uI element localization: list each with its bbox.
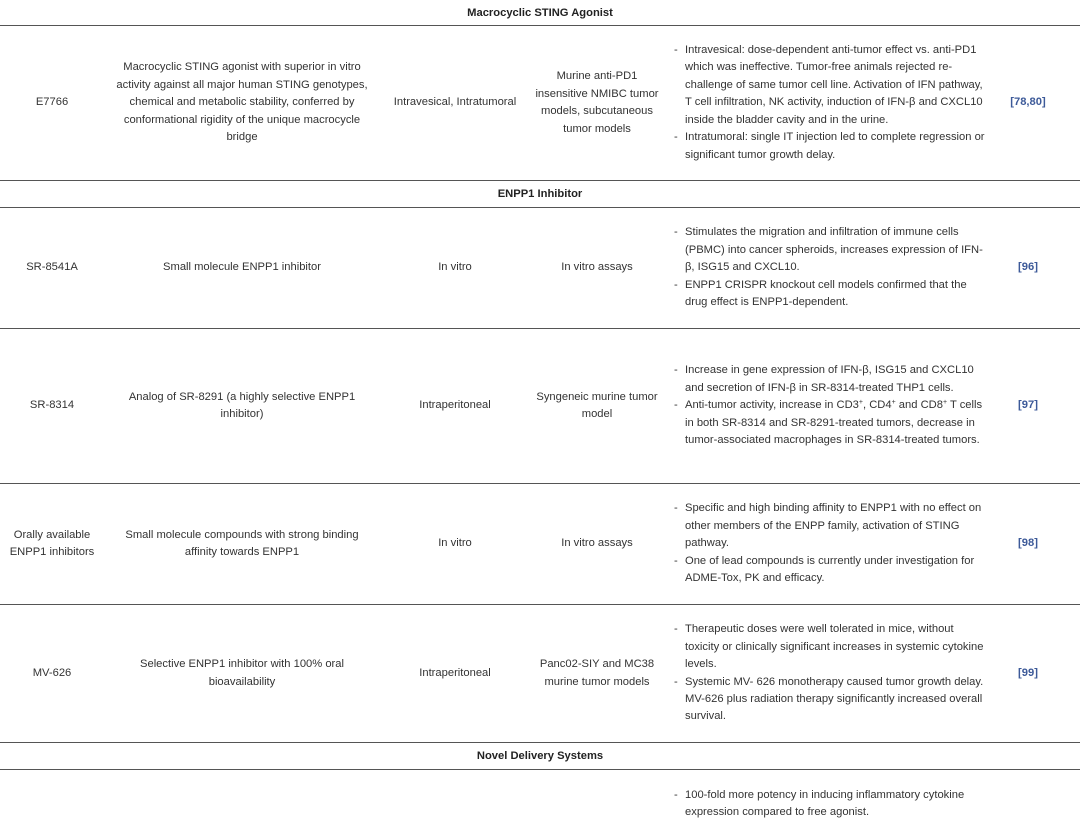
result-item: - Specific and high binding affinity to ENPP1 with no effect on other members of the ENPP family, activation of STING pathway. [672,500,990,552]
result-text: and CD8 [895,399,943,412]
tumor-model: In vitro assays [561,261,633,274]
results-list [672,500,990,587]
administration-route: Intravesical, Intratumoral [393,96,517,109]
result-item: - Intratumoral: single IT injection led to complete regression or significant tumor growth delay. [672,129,990,164]
table-row-sr8314 [0,329,1080,484]
compound-description: Small molecule ENPP1 inhibitor [163,261,321,274]
table-row-partial [0,770,1080,824]
results-list [672,362,990,449]
table-row-e7766 [0,26,1080,181]
tumor-model: In vitro assays [561,537,633,550]
compound-description: Small molecule compounds with strong binding affinity towards ENPP1 [125,528,359,558]
section-header-delivery [0,743,1080,770]
result-item: - Stimulates the migration and infiltration of immune cells (PBMC) into cancer spheroids, increases expression of IFN-β, ISG15 and CXCL10. [672,224,990,276]
results-cell [672,605,990,742]
administration-route: In vitro [438,537,472,550]
results-cell [672,26,990,180]
administration-route: Intraperitoneal [419,399,491,412]
result-text: T cells in both SR-8314 and SR-8291-treated tumors, decrease in tumor-associated macrophages in SR-8314-treated tumors. [685,399,983,447]
superscript: + [942,399,948,407]
results-list [672,224,990,311]
section-header-macrocyclic [0,0,1080,26]
compound-name: Orally available ENPP1 inhibitors [9,528,95,558]
result-item: - Increase in gene expression of IFN-β, ISG15 and CXCL10 and secretion of IFN-β in SR-8314-treated THP1 cells. [672,362,990,397]
tumor-model: Syngeneic murine tumor model [536,390,658,420]
results-cell [672,484,990,604]
compound-description: Selective ENPP1 inhibitor with 100% oral bioavailability [140,658,344,688]
section-title: Macrocyclic STING Agonist [467,6,613,19]
reference-link[interactable]: [78,80] [1010,96,1046,109]
administration-route: Intraperitoneal [419,666,491,679]
result-item: - 100-fold more potency in inducing inflammatory cytokine expression compared to free agonist. [672,787,990,822]
compound-description: Analog of SR-8291 (a highly selective ENPP1 inhibitor) [128,390,356,420]
result-item: - Systemic MV- 626 monotherapy caused tumor growth delay. MV-626 plus radiation therapy significantly increased overall survival. [672,674,990,726]
table-row-oral-inhibitors [0,484,1080,605]
results-list [672,787,990,822]
result-item: - One of lead compounds is currently under investigation for ADME-Tox, PK and efficacy. [672,553,990,588]
results-cell [672,329,990,483]
reference-link[interactable]: [98] [1018,537,1038,550]
section-title: Novel Delivery Systems [476,750,604,762]
compound-name: E7766 [35,96,69,109]
result-item: - Intravesical: dose-dependent anti-tumor effect vs. anti-PD1 which was ineffective. Tumor-free animals rejected re-challenge of same tumor cell line. Activation of IFN pathway, T cell infiltration, NK activity, induction of IFN-β and CXCL10 inside the bladder cavity and in the urine. [672,42,990,129]
result-item: - ENPP1 CRISPR knockout cell models confirmed that the drug effect is ENPP1-dependent. [672,277,990,312]
result-item [672,397,990,449]
results-cell [672,787,990,822]
reference-link[interactable]: [96] [1018,261,1038,274]
compound-name: SR-8314 [29,399,75,412]
result-item: - Therapeutic doses were well tolerated in mice, without toxicity or clinically significant increases in systemic cytokine levels. [672,621,990,673]
compound-description: Macrocyclic STING agonist with superior in vitro activity against all major human STING genotypes, chemical and metabolic stability, conferred by conformational rigidity of the unique macrocycle bridge [116,61,368,144]
tumor-model: Murine anti-PD1 insensitive NMIBC tumor models, subcutaneous tumor models [535,70,659,135]
superscript: + [858,399,863,407]
superscript: + [891,399,896,407]
administration-route: In vitro [438,261,472,274]
reference-link[interactable]: [97] [1018,399,1038,412]
table-row-mv626 [0,605,1080,743]
results-cell [672,208,990,328]
compound-name: SR-8541A [26,261,78,274]
results-list [672,42,990,164]
compound-name: MV-626 [32,666,72,679]
section-header-enpp1 [0,181,1080,208]
section-title: ENPP1 Inhibitor [497,188,583,200]
result-text: Anti-tumor activity, increase in CD3 [685,399,859,412]
result-text: , CD4 [862,399,892,412]
reference-link[interactable]: [99] [1018,666,1038,679]
results-list [672,621,990,725]
tumor-model: Panc02-SIY and MC38 murine tumor models [539,658,655,688]
table-row-sr8541a [0,208,1080,329]
